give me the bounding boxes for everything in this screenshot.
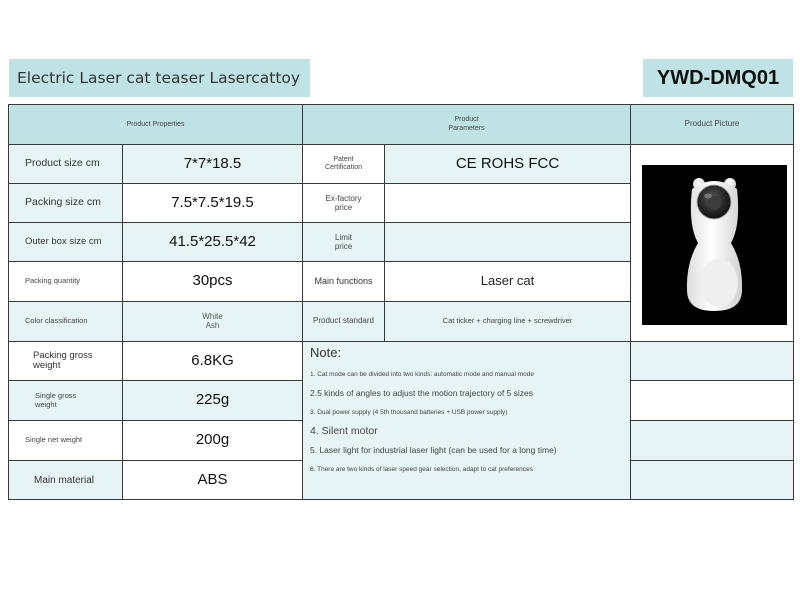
color-ash: Ash	[205, 320, 220, 330]
label-packing-quantity: Packing quantity	[8, 261, 123, 302]
note-line-5: 5. Laser light for industrial laser light (can be used for a long time)	[310, 445, 557, 456]
header-product-properties: Product Properties	[8, 104, 303, 145]
value-packing-quantity: 30pcs	[122, 261, 303, 302]
label-color-classification: Color classification	[8, 301, 123, 342]
label-product-standard: Product standard	[302, 301, 385, 342]
note-line-6: 6. There are two kinds of laser speed gear selection, adapt to cat preferences	[310, 466, 533, 474]
value-product-size: 7*7*18.5	[122, 144, 303, 184]
header-product-parameters-text: Product Parameters	[448, 116, 485, 132]
value-packing-gross-weight: 6.8KG	[122, 341, 303, 381]
label-main-material: Main material	[8, 460, 123, 500]
header-product-picture: Product Picture	[630, 104, 794, 145]
value-packing-size: 7.5*7.5*19.5	[122, 183, 303, 223]
note-section	[302, 341, 631, 500]
toy-dome-highlight	[704, 194, 712, 199]
value-limit-price	[384, 222, 631, 262]
label-single-net-weight: Single net weight	[8, 420, 123, 461]
label-patent-certification-text: Patent Certification	[325, 155, 362, 171]
value-outer-box-size: 41.5*25.5*42	[122, 222, 303, 262]
laser-cat-toy-illustration	[642, 165, 787, 325]
label-ex-factory-price	[302, 183, 385, 223]
picture-empty-row-4	[630, 460, 794, 500]
value-patent-certification: CE ROHS FCC	[384, 144, 631, 184]
label-ex-factory-price-text: Ex-factory price	[325, 193, 362, 212]
label-packing-gross-weight	[8, 341, 123, 381]
value-color-classification	[122, 301, 303, 342]
value-single-gross-weight: 225g	[122, 380, 303, 421]
product-title: Electric Laser cat teaser Lasercattoy	[9, 59, 310, 97]
note-line-1: 1. Cat mode can be divided into two kinds: automatic mode and manual mode	[310, 371, 535, 379]
model-number: YWD-DMQ01	[643, 59, 793, 97]
value-main-material: ABS	[122, 460, 303, 500]
note-title: Note:	[310, 345, 342, 360]
picture-empty-row-2	[630, 380, 794, 421]
note-line-3: 3. Dual power supply (4 5th thousand batteries + USB power supply)	[310, 409, 508, 417]
toy-belly	[700, 259, 738, 307]
note-line-4: 4. Silent motor	[310, 425, 378, 438]
color-white: White	[202, 311, 223, 321]
label-patent-certification	[302, 144, 385, 184]
label-main-functions: Main functions	[302, 261, 385, 302]
product-image	[642, 165, 787, 325]
picture-empty-row-1	[630, 341, 794, 381]
value-product-standard: Cat ticker + charging line + screwdriver	[384, 301, 631, 342]
label-packing-gross-weight-text: Packing gross weight	[33, 350, 93, 371]
label-single-gross-weight-text: Single gross weight	[35, 391, 77, 409]
value-main-functions: Laser cat	[384, 261, 631, 302]
label-limit-price-text: Limit price	[334, 232, 353, 251]
label-outer-box-size: Outer box size cm	[8, 222, 123, 262]
label-single-gross-weight	[8, 380, 123, 421]
header-product-parameters	[302, 104, 631, 145]
value-ex-factory-price	[384, 183, 631, 223]
label-product-size: Product size cm	[8, 144, 123, 184]
picture-empty-row-3	[630, 420, 794, 461]
label-limit-price	[302, 222, 385, 262]
value-single-net-weight: 200g	[122, 420, 303, 461]
label-packing-size: Packing size cm	[8, 183, 123, 223]
note-line-2: 2.5 kinds of angles to adjust the motion trajectory of 5 sizes	[310, 388, 534, 399]
